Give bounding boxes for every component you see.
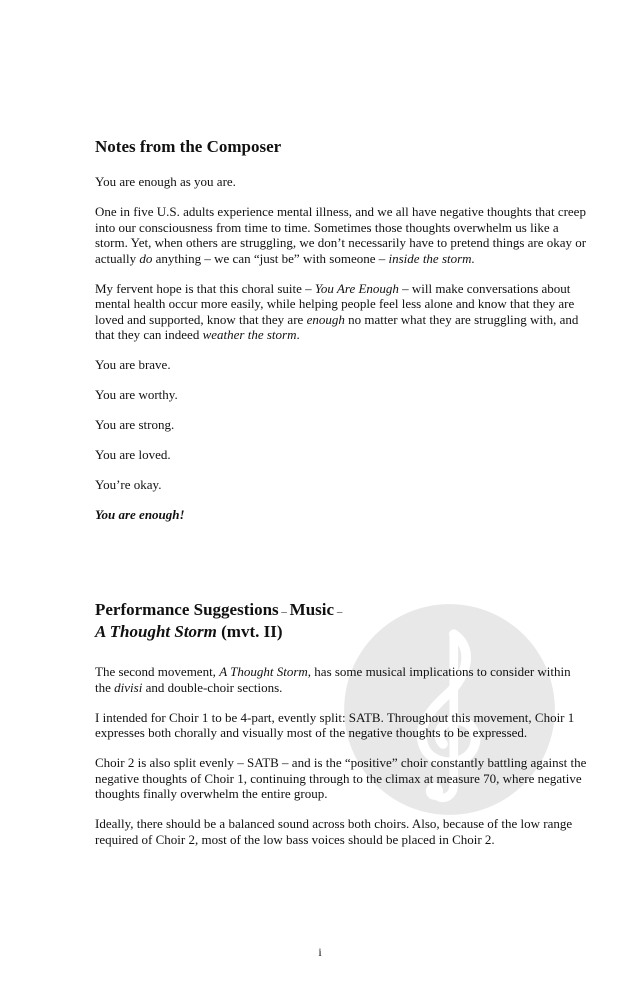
paragraph: The second movement, A Thought Storm, has some musical implications to consider within the divisi and double-choir sections. — [95, 664, 571, 695]
closing-line: You are enough! — [95, 507, 185, 522]
affirmation-line: You are worthy. — [95, 387, 178, 402]
section-heading: Performance Suggestions – Music – A Thought Storm (mvt. II) — [95, 600, 343, 641]
affirmation-line: You’re okay. — [95, 477, 162, 492]
paragraph: My fervent hope is that this choral suite – You Are Enough – will make conversations about mental health occur more easily, while helping people feel less alone and know that they are loved and supported, know that they are enough no matter what they are struggling with, and that they can indeed weather the storm. — [95, 280, 579, 342]
paragraph: You are enough as you are. — [95, 174, 236, 189]
section-heading: Notes from the Composer — [95, 137, 282, 156]
affirmation-line: You are brave. — [95, 357, 171, 372]
paragraph: Ideally, there should be a balanced sound across both choirs. Also, because of the low range required of Choir 2, most of the low bass voices should be placed in Choir 2. — [95, 816, 573, 847]
performance-suggestions-section — [95, 600, 587, 862]
page-number: i — [318, 945, 322, 959]
paragraph: One in five U.S. adults experience mental illness, and we all have negative thoughts that creep into our consciousness from time to time. Sometimes those thoughts overwhelm us like a storm. Yet, when others are struggling, we don’t necessarily have to pretend things are okay or actually do anything – we can “just be” with someone – inside the storm. — [95, 204, 587, 266]
paragraph: Choir 2 is also split evenly – SATB – and is the “positive” choir constantly battling against the negative thoughts of Choir 1, continuing through to the climax at measure 70, where negative thoughts finally overwhelm the entire group. — [95, 755, 587, 801]
paragraph: I intended for Choir 1 to be 4-part, evently split: SATB. Throughout this movement, Choir 1 expresses both chorally and visually most of the negative thoughts to be expressed. — [95, 709, 575, 740]
affirmation-line: You are loved. — [95, 447, 171, 462]
affirmation-line: You are strong. — [95, 417, 175, 432]
composer-notes-section — [95, 137, 587, 537]
